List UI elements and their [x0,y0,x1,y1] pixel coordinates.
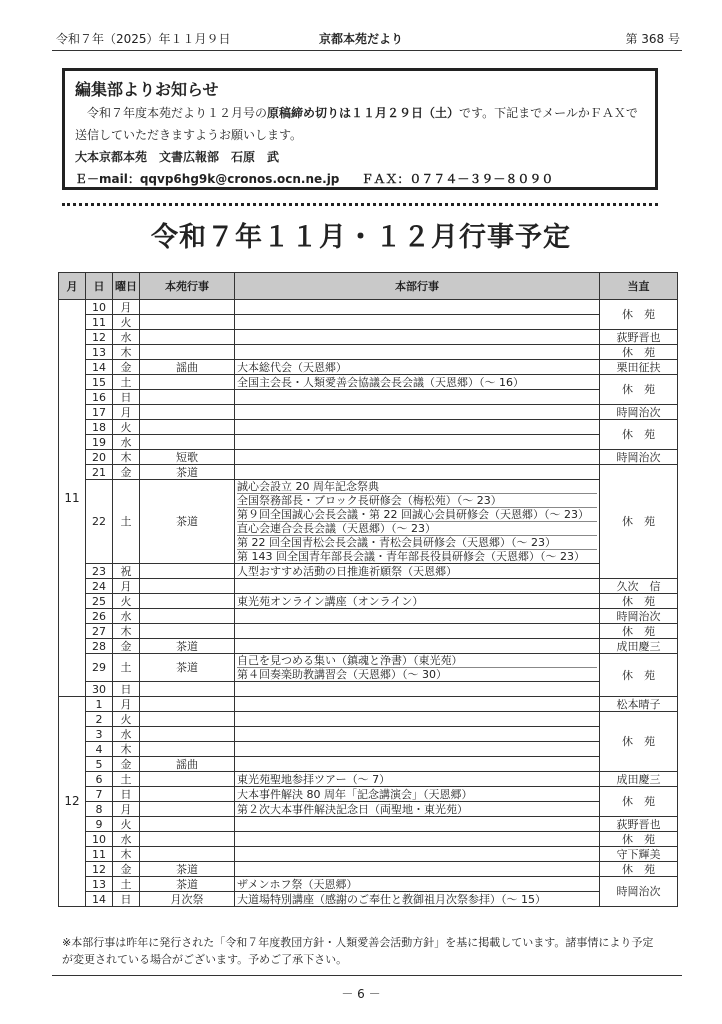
local-event-cell [140,609,235,624]
hq-event-line: 第９回全国誠心会長会議・第 22 回誠心会員研修会（天恩郷）（～ 23） [237,508,597,522]
local-event-cell: 茶道 [140,654,235,682]
hq-event-cell [235,405,600,420]
schedule-row [59,817,678,832]
schedule-row [59,757,678,772]
header-month: 月 [59,273,86,300]
weekday-cell: 土 [113,480,140,564]
hq-event-cell [235,832,600,847]
schedule-row [59,360,678,375]
day-cell: 9 [86,817,113,832]
weekday-cell: 木 [113,847,140,862]
local-event-cell: 月次祭 [140,892,235,907]
notice-body-pre: 令和７年度本苑だより１２月号の [87,106,268,120]
hq-event-cell [235,594,600,609]
weekday-cell: 金 [113,465,140,480]
hq-event-cell [235,564,600,579]
schedule-row [59,712,678,727]
schedule-row [59,654,678,682]
day-cell: 12 [86,862,113,877]
newsletter-title: 京都本苑だより [318,32,403,46]
weekday-cell: 木 [113,624,140,639]
local-event-cell [140,435,235,450]
schedule-row [59,465,678,480]
duty-cell: 休 苑 [600,624,678,639]
local-event-cell [140,315,235,330]
duty-cell: 守下輝美 [600,847,678,862]
header-local-events: 本苑行事 [140,273,235,300]
local-event-cell [140,375,235,390]
hq-event-line: 第４回奏楽助教講習会（天恩郷）（～ 30） [237,668,447,681]
weekday-cell: 土 [113,375,140,390]
notice-org: 大本京都本苑 文書広報部 石原 武 [75,150,280,164]
dotted-divider [62,203,658,206]
weekday-cell: 月 [113,405,140,420]
header-hq-events: 本部行事 [235,273,600,300]
schedule-body [59,300,678,907]
local-event-cell [140,772,235,787]
day-cell: 29 [86,654,113,682]
hq-event-line: 第 143 回全国青年部長会議・青年部長役員研修会（天恩郷）（～ 23） [237,550,585,563]
weekday-cell: 土 [113,772,140,787]
day-cell: 30 [86,682,113,697]
day-cell: 7 [86,787,113,802]
day-cell: 15 [86,375,113,390]
schedule-row [59,877,678,892]
duty-cell: 成田慶三 [600,772,678,787]
day-cell: 6 [86,772,113,787]
local-event-cell [140,420,235,435]
weekday-cell: 月 [113,579,140,594]
issue-date: 令和７年（2025）年１１月９日 [56,32,231,46]
hq-event-cell [235,817,600,832]
weekday-cell: 日 [113,787,140,802]
day-cell: 1 [86,697,113,712]
day-cell: 13 [86,345,113,360]
hq-event-line: 東光苑聖地参拝ツアー（～ 7） [237,772,391,786]
schedule-row [59,742,678,757]
header-day: 日 [86,273,113,300]
weekday-cell: 木 [113,742,140,757]
hq-event-cell [235,727,600,742]
schedule-row [59,609,678,624]
schedule-row [59,564,678,579]
hq-event-cell [235,877,600,892]
weekday-cell: 木 [113,345,140,360]
schedule-row [59,727,678,742]
duty-cell: 休 苑 [600,787,678,817]
hq-event-line: 大道場特別講座（感謝のご奉仕と教御祖月次祭参拝）（～ 15） [237,892,546,906]
weekday-cell: 日 [113,390,140,405]
hq-event-line: 大本総代会（天恩郷） [237,360,347,374]
duty-cell: 栗田征扶 [600,360,678,375]
duty-cell: 休 苑 [600,465,678,579]
weekday-cell: 水 [113,330,140,345]
day-cell: 24 [86,579,113,594]
schedule-row [59,802,678,817]
month-cell: 11 [59,300,86,697]
hq-event-cell [235,375,600,390]
local-event-cell [140,802,235,817]
hq-event-line: 第２次大本事件解決記念日（両聖地・東光苑） [237,802,468,816]
duty-cell: 時岡治次 [600,450,678,465]
weekday-cell: 月 [113,300,140,315]
hq-event-cell [235,742,600,757]
schedule-row [59,594,678,609]
schedule-row [59,300,678,315]
schedule-row [59,892,678,907]
day-cell: 26 [86,609,113,624]
local-event-cell [140,330,235,345]
hq-event-cell [235,802,600,817]
day-cell: 10 [86,832,113,847]
footer-rule [52,975,682,976]
duty-cell: 休 苑 [600,420,678,450]
schedule-row [59,682,678,697]
hq-event-cell [235,697,600,712]
duty-cell: 休 苑 [600,862,678,877]
notice-deadline: 原稿締め切りは１１月２９日（土） [267,106,460,120]
day-cell: 22 [86,480,113,564]
header-duty: 当直 [600,273,678,300]
local-event-cell: 茶道 [140,480,235,564]
hq-event-cell [235,330,600,345]
weekday-cell: 火 [113,817,140,832]
month-cell: 12 [59,697,86,907]
hq-event-cell [235,360,600,375]
schedule-row [59,862,678,877]
schedule-row [59,832,678,847]
hq-event-cell [235,435,600,450]
schedule-row [59,697,678,712]
weekday-cell: 月 [113,697,140,712]
day-cell: 4 [86,742,113,757]
schedule-row [59,330,678,345]
schedule-row [59,787,678,802]
day-cell: 10 [86,300,113,315]
hq-event-cell [235,315,600,330]
day-cell: 14 [86,360,113,375]
schedule-row [59,480,678,564]
duty-cell: 時岡治次 [600,877,678,907]
weekday-cell: 金 [113,862,140,877]
hq-event-cell [235,892,600,907]
duty-cell: 時岡治次 [600,609,678,624]
notice-contact-line [75,168,645,190]
schedule-table [58,272,678,907]
duty-cell: 休 苑 [600,345,678,360]
notice-title: 編集部よりお知らせ [75,80,219,99]
schedule-row [59,772,678,787]
hq-event-line: 全国主会長・人類愛善会協議会長会議（天恩郷）（～ 16） [237,375,524,389]
local-event-cell [140,390,235,405]
hq-event-cell [235,847,600,862]
notice-email[interactable]: Ｅ－mail：qqvp6hg9k@cronos.ocn.ne.jp [75,172,340,186]
weekday-cell: 水 [113,727,140,742]
day-cell: 28 [86,639,113,654]
hq-event-line: ザメンホフ祭（天恩郷） [237,877,358,891]
local-event-cell [140,345,235,360]
schedule-row [59,579,678,594]
local-event-cell [140,817,235,832]
hq-event-cell [235,624,600,639]
notice-body [75,102,645,146]
duty-cell: 休 苑 [600,594,678,609]
hq-event-cell [235,862,600,877]
duty-cell: 休 苑 [600,300,678,330]
day-cell: 18 [86,420,113,435]
weekday-cell: 水 [113,609,140,624]
hq-event-line: 第 22 回全国青松会長会議・青松会員研修会（天恩郷）（～ 23） [237,536,597,550]
day-cell: 2 [86,712,113,727]
local-event-cell [140,727,235,742]
local-event-cell [140,564,235,579]
weekday-cell: 土 [113,654,140,682]
local-event-cell: 謡曲 [140,360,235,375]
weekday-cell: 火 [113,315,140,330]
local-event-cell: 茶道 [140,877,235,892]
hq-event-line: 大本事件解決 80 周年「記念講演会」（天恩郷） [237,787,473,801]
local-event-cell: 茶道 [140,862,235,877]
local-event-cell [140,300,235,315]
weekday-cell: 土 [113,877,140,892]
hq-event-cell [235,757,600,772]
editorial-notice-box [62,68,658,190]
duty-cell: 久次 信 [600,579,678,594]
day-cell: 16 [86,390,113,405]
local-event-cell [140,712,235,727]
day-cell: 5 [86,757,113,772]
weekday-cell: 火 [113,594,140,609]
hq-event-line: 全国祭務部長・ブロック長研修会（梅松苑）（～ 23） [237,494,597,508]
hq-event-line: 自己を見つめる集い（鎮魂と浄書）（東光苑） [237,654,597,668]
schedule-row [59,847,678,862]
local-event-cell [140,742,235,757]
hq-event-line: 誠心会設立 20 周年記念祭典 [237,480,597,494]
local-event-cell [140,847,235,862]
day-cell: 17 [86,405,113,420]
day-cell: 25 [86,594,113,609]
schedule-row [59,639,678,654]
hq-event-cell [235,654,600,682]
schedule-row [59,624,678,639]
hq-event-line: 東光苑オンライン講座（オンライン） [237,594,424,608]
weekday-cell: 金 [113,757,140,772]
local-event-cell: 茶道 [140,639,235,654]
notice-fax: ＦＡＸ：０７７４－３９－８０９０ [361,172,554,186]
hq-event-cell [235,579,600,594]
hq-event-cell [235,682,600,697]
local-event-cell: 茶道 [140,465,235,480]
weekday-cell: 水 [113,832,140,847]
local-event-cell: 謡曲 [140,757,235,772]
hq-event-cell [235,787,600,802]
schedule-row [59,390,678,405]
duty-cell: 休 苑 [600,654,678,697]
hq-event-cell [235,300,600,315]
weekday-cell: 金 [113,360,140,375]
weekday-cell: 金 [113,639,140,654]
duty-cell: 休 苑 [600,375,678,405]
duty-cell: 成田慶三 [600,639,678,654]
header-weekday: 曜日 [113,273,140,300]
notice-body-post: です。下記までメールかＦＡＸで送信していただきますようお願いします。 [75,106,638,142]
schedule-row [59,450,678,465]
schedule-row [59,345,678,360]
local-event-cell [140,594,235,609]
weekday-cell: 祝 [113,564,140,579]
schedule-row [59,375,678,390]
duty-cell: 時岡治次 [600,405,678,420]
schedule-row [59,315,678,330]
schedule-row [59,405,678,420]
header-rule [52,50,682,51]
local-event-cell [140,624,235,639]
weekday-cell: 火 [113,712,140,727]
day-cell: 11 [86,847,113,862]
hq-event-cell [235,480,600,564]
day-cell: 27 [86,624,113,639]
weekday-cell: 火 [113,420,140,435]
hq-event-cell [235,609,600,624]
local-event-cell [140,787,235,802]
local-event-cell: 短歌 [140,450,235,465]
local-event-cell [140,697,235,712]
weekday-cell: 木 [113,450,140,465]
day-cell: 23 [86,564,113,579]
duty-cell: 休 苑 [600,712,678,772]
local-event-cell [140,682,235,697]
hq-event-cell [235,345,600,360]
hq-event-cell [235,465,600,480]
day-cell: 21 [86,465,113,480]
hq-event-cell [235,450,600,465]
day-cell: 20 [86,450,113,465]
footnote: ※本部行事は昨年に発行された「令和７年度教団方針・人類愛善会活動方針」を基に掲載しています。諸事情により予定が変更されている場合がございます。予めご了承下さい。 [62,936,654,966]
duty-cell: 荻野晋也 [600,330,678,345]
day-cell: 12 [86,330,113,345]
day-cell: 13 [86,877,113,892]
schedule-header-row [59,273,678,300]
day-cell: 3 [86,727,113,742]
issue-number: 第 368 号 [625,32,680,46]
day-cell: 11 [86,315,113,330]
schedule-row [59,435,678,450]
schedule-row [59,420,678,435]
day-cell: 14 [86,892,113,907]
page-number: － 6 － [341,987,381,1001]
hq-event-cell [235,772,600,787]
hq-event-cell [235,390,600,405]
local-event-cell [140,405,235,420]
weekday-cell: 月 [113,802,140,817]
weekday-cell: 水 [113,435,140,450]
hq-event-cell [235,420,600,435]
duty-cell: 休 苑 [600,832,678,847]
schedule-title: 令和７年１１月・１２月行事予定 [151,222,571,253]
day-cell: 8 [86,802,113,817]
duty-cell: 荻野晋也 [600,817,678,832]
hq-event-line: 直心会連合会長会議（天恩郷）（～ 23） [237,522,597,536]
weekday-cell: 日 [113,682,140,697]
local-event-cell [140,832,235,847]
day-cell: 19 [86,435,113,450]
duty-cell: 松本晴子 [600,697,678,712]
hq-event-cell [235,639,600,654]
hq-event-line: 人型おすすめ活動の日推進祈願祭（天恩郷） [237,564,458,578]
hq-event-cell [235,712,600,727]
local-event-cell [140,579,235,594]
weekday-cell: 日 [113,892,140,907]
